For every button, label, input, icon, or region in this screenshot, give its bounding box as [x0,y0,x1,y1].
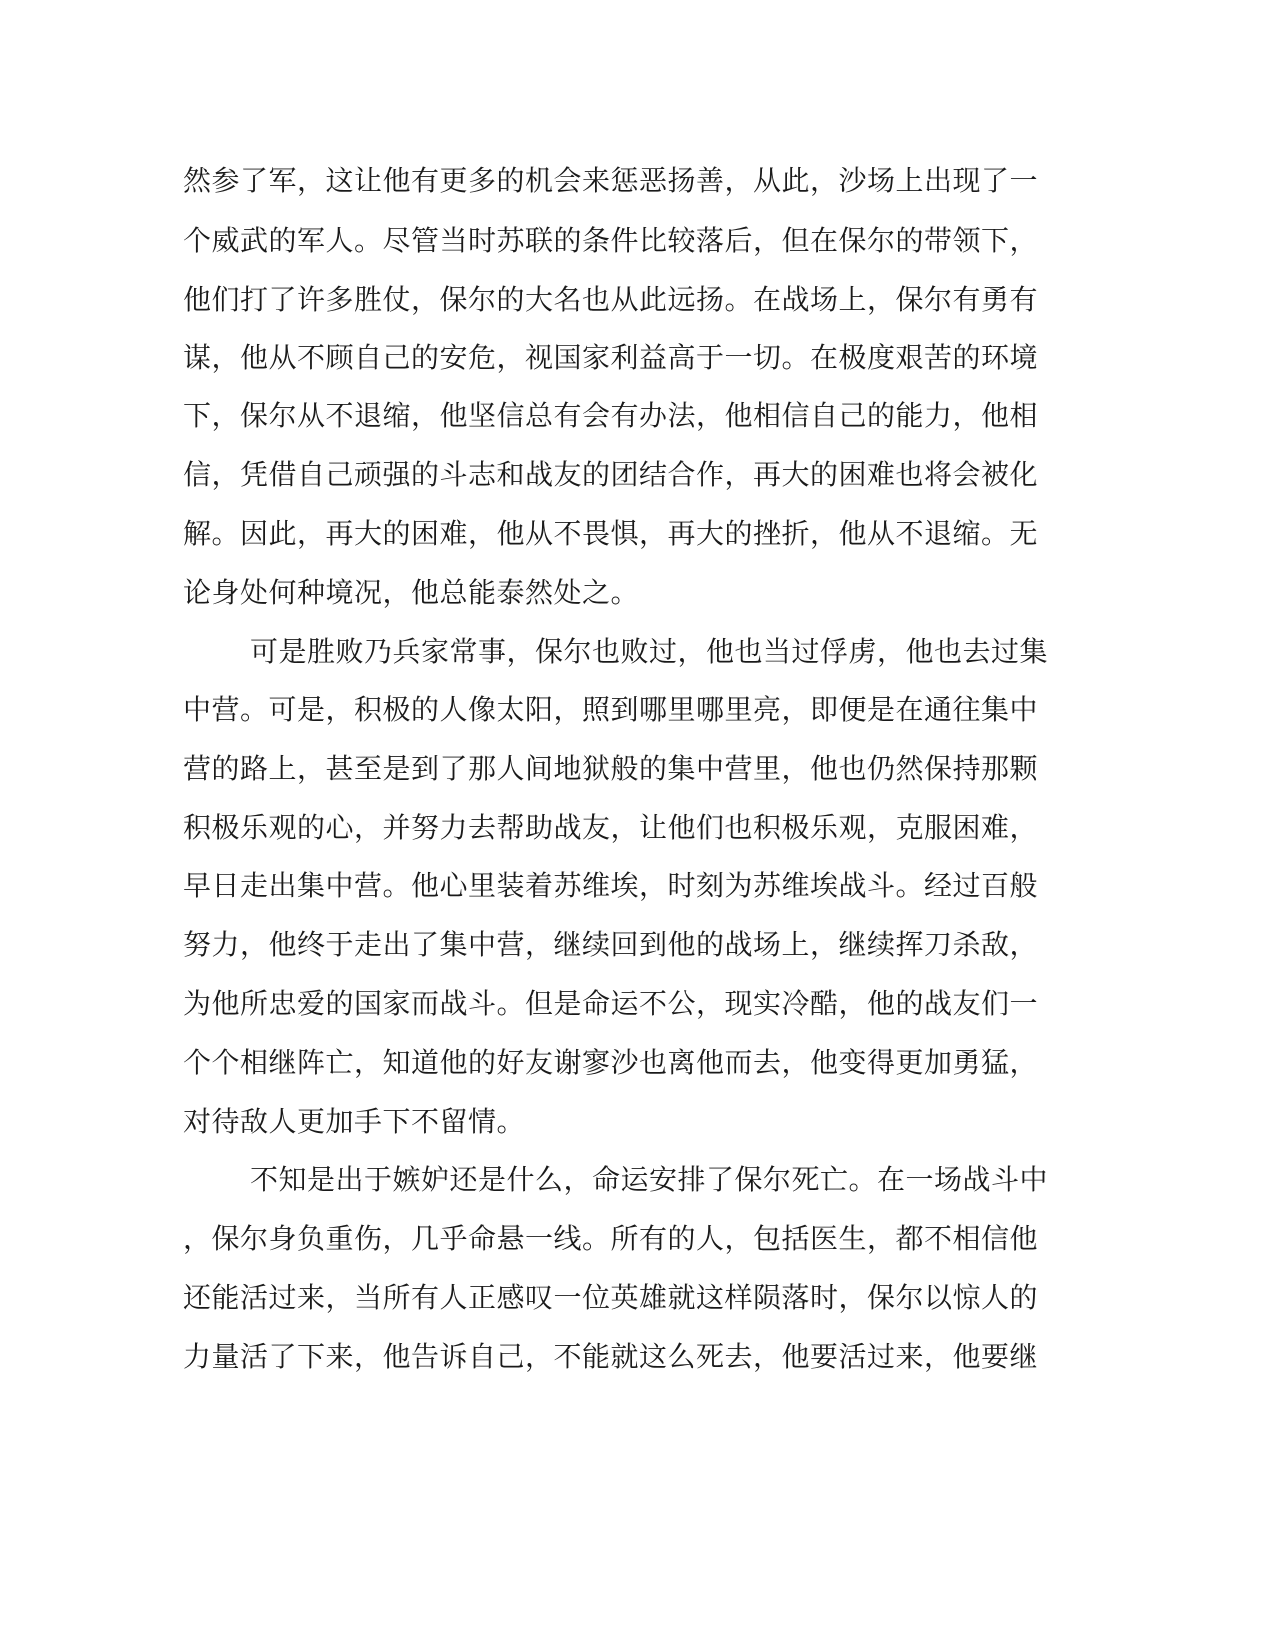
text-line: 个个相继阵亡，知道他的好友谢寥沙也离他而去，他变得更加勇猛， [183,1046,1039,1079]
text-line: 然参了军，这让他有更多的机会来惩恶扬善，从此，沙场上出现了一 [183,164,1039,197]
paragraph-first-line: 不知是出于嫉妒还是什么，命运安排了保尔死亡。在一场战斗中 [250,1163,1049,1196]
paragraph-first-line: 可是胜败乃兵家常事，保尔也败过，他也当过俘虏，他也去过集 [250,635,1049,668]
text-line: 对待敌人更加手下不留情。 [183,1105,526,1138]
text-line: 信，凭借自己顽强的斗志和战友的团结合作，再大的困难也将会被化 [183,458,1039,491]
text-line: 还能活过来，当所有人正感叹一位英雄就这样陨落时，保尔以惊人的 [183,1281,1039,1314]
text-line: 解。因此，再大的困难，他从不畏惧，再大的挫折，他从不退缩。无 [183,517,1039,550]
text-line: 中营。可是，积极的人像太阳，照到哪里哪里亮，即便是在通往集中 [183,693,1039,726]
text-line: 力量活了下来，他告诉自己，不能就这么死去，他要活过来，他要继 [183,1340,1039,1373]
text-line: 为他所忠爱的国家而战斗。但是命运不公，现实冷酷，他的战友们一 [183,987,1039,1020]
text-line: 他们打了许多胜仗，保尔的大名也从此远扬。在战场上，保尔有勇有 [183,283,1039,316]
text-line: 谋，他从不顾自己的安危，视国家利益高于一切。在极度艰苦的环境 [183,341,1039,374]
text-line: 努力，他终于走出了集中营，继续回到他的战场上，继续挥刀杀敌， [183,928,1039,961]
text-line: 个威武的军人。尽管当时苏联的条件比较落后，但在保尔的带领下， [183,224,1039,257]
text-line: 论身处何种境况，他总能泰然处之。 [183,576,640,609]
text-line: 积极乐观的心，并努力去帮助战友，让他们也积极乐观，克服困难， [183,811,1039,844]
text-line: 营的路上，甚至是到了那人间地狱般的集中营里，他也仍然保持那颗 [183,752,1039,785]
text-line: 下，保尔从不退缩，他坚信总有会有办法，他相信自己的能力，他相 [183,399,1039,432]
text-line: ，保尔身负重伤，几乎命悬一线。所有的人，包括医生，都不相信他 [183,1222,1039,1255]
text-line: 早日走出集中营。他心里装着苏维埃，时刻为苏维埃战斗。经过百般 [183,869,1039,902]
